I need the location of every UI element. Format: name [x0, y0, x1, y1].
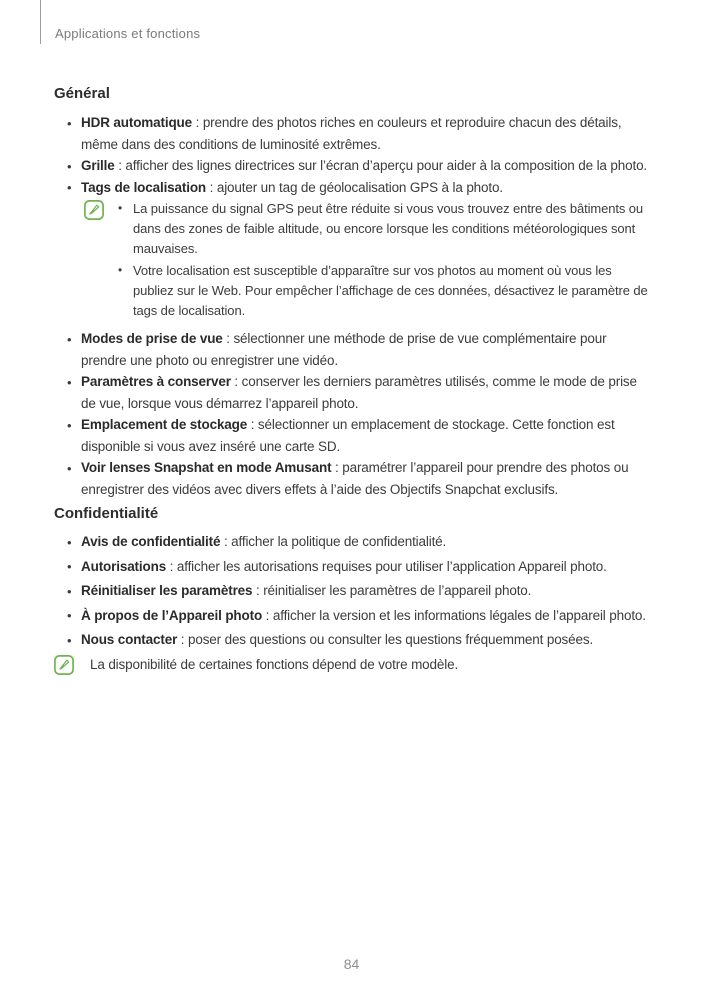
- list-item: [54, 371, 648, 414]
- page-number: 84: [343, 956, 360, 972]
- item-term: Nous contacter: [81, 632, 178, 648]
- list-item: [54, 605, 648, 627]
- gps-note: [84, 199, 648, 322]
- running-header: Applications et fonctions: [55, 26, 201, 41]
- list-item: [54, 328, 648, 371]
- item-term: Tags de localisation: [81, 179, 207, 195]
- list-item: [54, 580, 648, 602]
- availability-note: [54, 654, 648, 676]
- item-desc: : afficher les autorisations requises pour utiliser l’application Appareil photo.: [166, 558, 607, 574]
- privacy-list: [54, 531, 648, 651]
- item-term: Autorisations: [81, 558, 167, 574]
- item-term: Réinitialiser les paramètres: [81, 583, 253, 599]
- gps-note-list: [117, 199, 648, 322]
- item-desc: : ajouter un tag de géolocalisation GPS à la photo.: [206, 179, 503, 195]
- header-divider: [40, 0, 41, 44]
- list-item: [54, 414, 648, 457]
- note-bullet: • Votre localisation est susceptible d’apparaître sur vos photos au moment où vous les publiez sur le Web. Pour empêcher l’affichage de ces données, désactivez le paramètre de tags de localisation.: [117, 261, 648, 321]
- item-desc: : afficher la politique de confidentialité.: [220, 534, 447, 550]
- general-list: [54, 112, 648, 198]
- item-desc: : paramétrer l’appareil pour prendre des photos ou enregistrer des vidéos avec divers effets à l’aide des Objectifs Snapchat exclusifs.: [81, 460, 629, 497]
- item-desc: : conserver les derniers paramètres utilisés, comme le mode de prise de vue, lorsque vous démarrez l’appareil photo.: [81, 374, 637, 411]
- item-desc: : sélectionner un emplacement de stockage. Cette fonction est disponible si vous avez inséré une carte SD.: [81, 417, 615, 454]
- list-item: [54, 556, 648, 578]
- section-title-privacy: Confidentialité: [54, 505, 159, 523]
- item-desc: : afficher des lignes directrices sur l’écran d’aperçu pour aider à la composition de la photo.: [114, 158, 648, 173]
- item-term: Voir lenses Snapshat en mode Amusant: [81, 460, 332, 476]
- page-content: [54, 84, 648, 675]
- item-term: HDR automatique: [81, 115, 193, 130]
- item-desc: : sélectionner une méthode de prise de vue complémentaire pour prendre une photo ou enregistrer une vidéo.: [81, 331, 607, 368]
- item-term: Paramètres à conserver: [81, 374, 231, 390]
- item-desc: : prendre des photos riches en couleurs et reproduire chacun des détails, même dans des conditions de luminosité extrêmes.: [81, 115, 622, 152]
- item-term: Emplacement de stockage: [81, 417, 248, 433]
- list-item: [54, 177, 648, 199]
- list-item: [54, 155, 648, 177]
- item-term: Modes de prise de vue: [81, 331, 223, 347]
- section-title-general: Général: [54, 85, 110, 102]
- item-desc: : réinitialiser les paramètres de l’appareil photo.: [252, 583, 532, 599]
- note-bullet: • La puissance du signal GPS peut être réduite si vous vous trouvez entre des bâtiments ou dans des zones de faible altitude, ou encore lorsque les conditions météorologiques sont mauvaises.: [117, 199, 648, 259]
- general-list-continued: [54, 328, 648, 500]
- list-item: [54, 112, 648, 155]
- note-icon: [54, 655, 74, 675]
- list-item: [54, 457, 648, 500]
- item-desc: : afficher la version et les informations légales de l’appareil photo.: [262, 607, 646, 623]
- note-icon: [84, 200, 104, 220]
- item-term: Avis de confidentialité: [81, 534, 221, 550]
- item-desc: : poser des questions ou consulter les questions fréquemment posées.: [177, 632, 594, 648]
- availability-note-text: La disponibilité de certaines fonctions dépend de votre modèle.: [90, 656, 459, 672]
- item-term: À propos de l’Appareil photo: [81, 607, 263, 623]
- list-item: [54, 531, 648, 553]
- item-term: Grille: [81, 158, 115, 173]
- list-item: [54, 629, 648, 651]
